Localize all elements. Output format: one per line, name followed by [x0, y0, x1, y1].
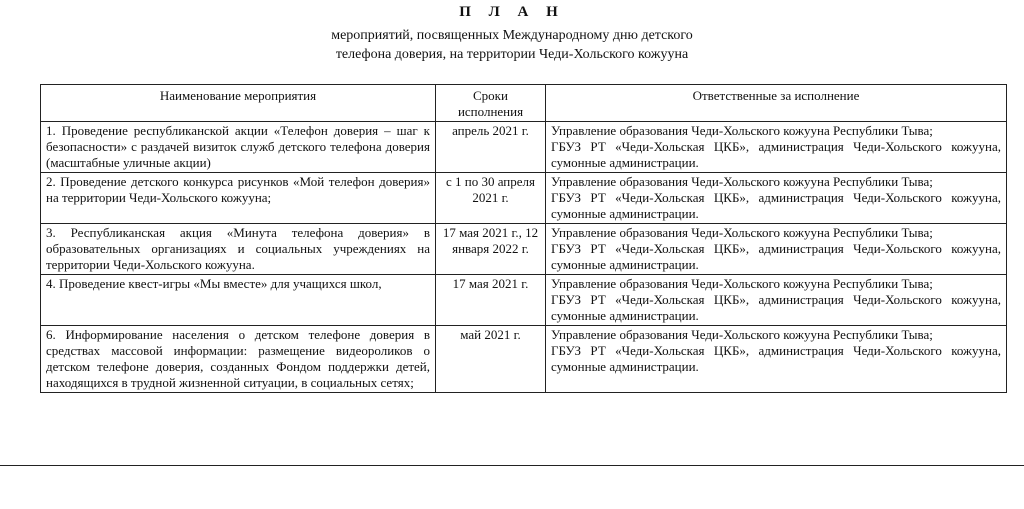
event-name: 3. Республиканская акция «Минута телефона доверия» в образовательных организациях и социальных учреждениях на территории Чеди-Хольского кожууна.: [41, 224, 436, 275]
responsible-line-1: Управление образования Чеди-Хольского кожууна Республики Тыва;: [551, 123, 933, 138]
event-dates: май 2021 г.: [436, 326, 546, 393]
document-title: П Л А Н: [459, 4, 565, 20]
document-subtitle-line-1: мероприятий, посвященных Международному дню детского: [331, 28, 693, 43]
table-row: [41, 275, 1007, 326]
column-header-name: Наименование мероприятия: [41, 85, 436, 122]
responsible-line-1: Управление образования Чеди-Хольского кожууна Республики Тыва;: [551, 276, 933, 291]
responsible-line-2: ГБУЗ РТ «Чеди-Хольская ЦКБ», администрация Чеди-Хольского кожууна, сумонные администрации.: [551, 343, 1001, 374]
responsible-line-1: Управление образования Чеди-Хольского кожууна Республики Тыва;: [551, 225, 933, 240]
event-responsible: [546, 122, 1007, 173]
event-name: 6. Информирование населения о детском телефоне доверия в средствах массовой информации: размещение видеороликов о детском телефоне доверия, созданных Фондом поддержки детей, находящихся в трудной жизненной ситуации, в социальных сетях;: [41, 326, 436, 393]
column-header-responsible: Ответственные за исполнение: [546, 85, 1007, 122]
responsible-line-1: Управление образования Чеди-Хольского кожууна Республики Тыва;: [551, 174, 933, 189]
event-name: 2. Проведение детского конкурса рисунков «Мой телефон доверия» на территории Чеди-Хольского кожууна;: [41, 173, 436, 224]
event-name: 4. Проведение квест-игры «Мы вместе» для учащихся школ,: [41, 275, 436, 326]
plan-table: [40, 84, 1007, 393]
table-row: [41, 122, 1007, 173]
event-responsible: [546, 224, 1007, 275]
responsible-line-2: ГБУЗ РТ «Чеди-Хольская ЦКБ», администрация Чеди-Хольского кожууна, сумонные администрации.: [551, 241, 1001, 272]
table-row: [41, 173, 1007, 224]
responsible-line-2: ГБУЗ РТ «Чеди-Хольская ЦКБ», администрация Чеди-Хольского кожууна, сумонные администрации.: [551, 292, 1001, 323]
table-row: [41, 224, 1007, 275]
event-dates: апрель 2021 г.: [436, 122, 546, 173]
responsible-line-2: ГБУЗ РТ «Чеди-Хольская ЦКБ», администрация Чеди-Хольского кожууна, сумонные администрации.: [551, 190, 1001, 221]
table-row: [41, 326, 1007, 393]
event-dates: 17 мая 2021 г., 12 января 2022 г.: [436, 224, 546, 275]
scan-divider-line: [0, 465, 1024, 466]
event-responsible: [546, 326, 1007, 393]
column-header-dates: Сроки исполнения: [436, 85, 546, 122]
event-dates: 17 мая 2021 г.: [436, 275, 546, 326]
responsible-line-2: ГБУЗ РТ «Чеди-Хольская ЦКБ», администрация Чеди-Хольского кожууна, сумонные администрации.: [551, 139, 1001, 170]
event-dates: с 1 по 30 апреля 2021 г.: [436, 173, 546, 224]
event-name: 1. Проведение республиканской акции «Телефон доверия – шаг к безопасности» с раздачей визиток служб детского телефона доверия (масштабные уличные акции): [41, 122, 436, 173]
document-subtitle-line-2: телефона доверия, на территории Чеди-Хольского кожууна: [335, 47, 689, 62]
event-responsible: [546, 275, 1007, 326]
responsible-line-1: Управление образования Чеди-Хольского кожууна Республики Тыва;: [551, 327, 933, 342]
event-responsible: [546, 173, 1007, 224]
table-header-row: [41, 85, 1007, 122]
